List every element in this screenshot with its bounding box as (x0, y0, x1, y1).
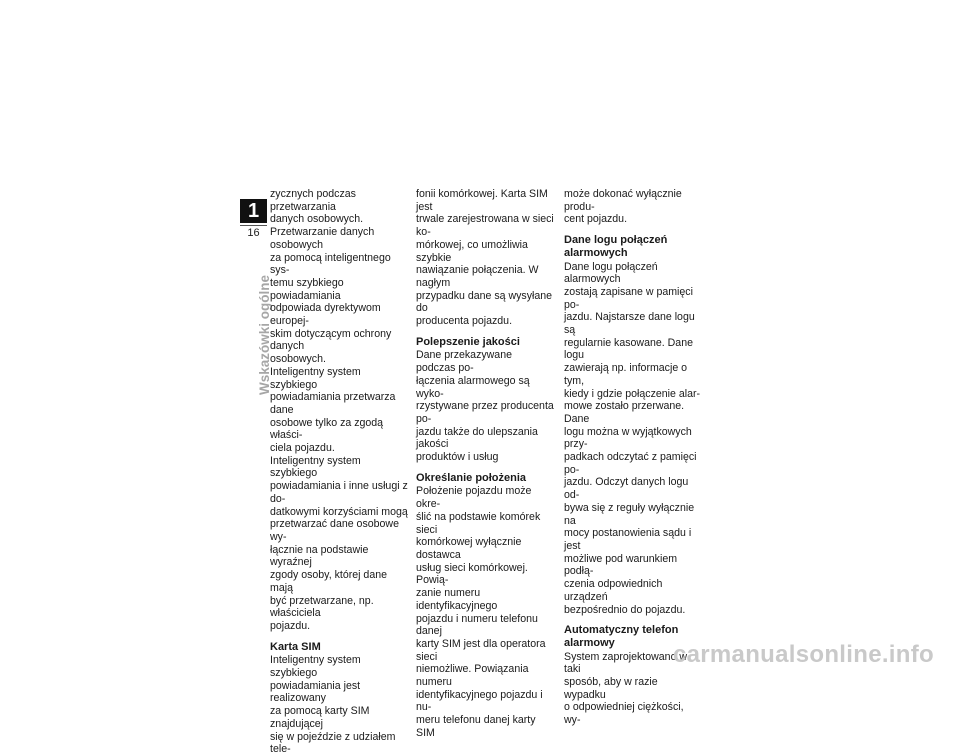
section-title: Wskazówki ogólne (257, 275, 272, 396)
text-column-1 (270, 188, 408, 756)
section-heading: Automatyczny telefon alarmowy (564, 624, 679, 649)
section-heading: Polepszenie jakości (416, 335, 520, 348)
paragraph: fonii komórkowej. Karta SIM jest trwale zarejestrowana w sieci ko- mórkowej, co umożliwia szybkie nawiązanie połączenia. W nagłym przypadku dane są wysyłane do producenta pojazdu. (416, 188, 554, 328)
paragraph: System zaprojektowano w taki sposób, aby w razie wypadku o odpowiedniej ciężkości, wy- (564, 650, 688, 727)
paragraph: Inteligentny system szybkiego powiadamiania jest realizowany za pomocą karty SIM znajdującej się w pojeździe z udziałem tele- (270, 654, 396, 756)
paragraph: Inteligentny system szybkiego powiadamiania przetwarza dane osobowe tylko za zgodą właści- ciela pojazdu. (270, 365, 396, 455)
paragraph: zycznych podczas przetwarzania danych osobowych. (270, 188, 364, 226)
section-heading: Dane logu połączeń alarmowych (564, 234, 668, 259)
paragraph: Inteligentny system szybkiego powiadamiania i inne usługi z do- datkowymi korzyściami mogą przetwarzać dane osobowe wy- łącznie na podstawie wyraźnej zgody osoby, której dane mają być przetwarzane, np. właściciela pojazdu. (270, 454, 408, 632)
paragraph: może dokonać wyłącznie produ- cent pojazdu. (564, 188, 682, 226)
paragraph: Dane przekazywane podczas po- łączenia alarmowego są wyko- rzystywane przez producenta po- jazdu także do ulepszania jakości produktów i usług (416, 349, 554, 464)
section-heading: Karta SIM (270, 640, 321, 653)
watermark: carmanualsonline.info (672, 641, 934, 668)
section-heading: Określanie położenia (416, 471, 527, 484)
paragraph: Dane logu połączeń alarmowych zostają zapisane w pamięci po- jazdu. Najstarsze dane logu są regularnie kasowane. Dane logu zawierają np. informacje o tym, kiedy i gdzie połączenie alar- mowe zostało przerwane. Dane logu można w wyjątkowych przy- padkach odczytać z pamięci po- jazdu. Odczyt danych logu od- bywa się z reguły wyłącznie na mocy postanowienia sądu i jest możliwe pod warunkiem podłą- czenia odpowiednich urządzeń bezpośrednio do pojazdu. (564, 260, 701, 616)
paragraph: Przetwarzanie danych osobowych za pomocą inteligentnego sys- temu szybkiego powiadamiania odpowiada dyrektywom europej- skim dotyczącym ochrony danych osobowych. (270, 226, 392, 366)
chapter-number: 1 (240, 199, 267, 223)
page-number: 16 (240, 225, 267, 239)
paragraph: Położenie pojazdu może okre- ślić na podstawie komórek sieci komórkowej wyłącznie dostawca usług sieci komórkowej. Powią- zanie numeru identyfikacyjnego pojazdu i numeru telefonu danej karty SIM jest dla operatora sieci niemożliwe. Powiązania numeru identyfikacyjnego pojazdu i nu- meru telefonu danej karty SIM (416, 485, 546, 739)
text-column-2 (416, 188, 554, 740)
chapter-tab (240, 199, 267, 239)
